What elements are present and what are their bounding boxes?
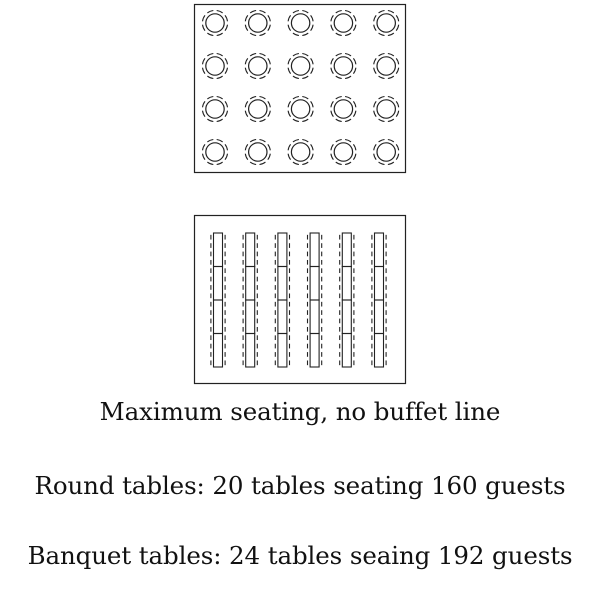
- chair: [245, 144, 247, 150]
- banquet-table-column: [308, 233, 322, 367]
- banquet-table-top: [375, 300, 384, 334]
- round-table: [374, 54, 399, 79]
- round-table: [331, 11, 356, 36]
- chair: [203, 68, 205, 74]
- chair: [388, 76, 394, 78]
- banquet-table-top: [375, 334, 384, 368]
- chair: [396, 154, 398, 160]
- round-table-top: [334, 143, 352, 161]
- banquet-table-top: [214, 233, 223, 267]
- chair: [379, 76, 385, 78]
- chair: [345, 54, 351, 56]
- chair: [293, 76, 299, 78]
- chair: [293, 97, 299, 99]
- chair: [353, 58, 355, 64]
- chair: [250, 76, 256, 78]
- round-table-top: [334, 14, 352, 32]
- chair: [388, 162, 394, 164]
- round-table-top: [334, 57, 352, 75]
- chair: [225, 15, 227, 21]
- round-table: [331, 54, 356, 79]
- chair: [245, 101, 247, 107]
- chair: [293, 33, 299, 35]
- banquet-table-room: [195, 216, 406, 384]
- chair: [225, 154, 227, 160]
- chair: [374, 144, 376, 150]
- chair: [288, 144, 290, 150]
- round-table: [245, 54, 270, 79]
- chair: [268, 25, 270, 31]
- chair: [245, 15, 247, 21]
- chair: [302, 162, 308, 164]
- round-table-top: [291, 143, 309, 161]
- chair: [396, 101, 398, 107]
- round-table: [288, 54, 313, 79]
- round-table-top: [291, 57, 309, 75]
- chair: [203, 15, 205, 21]
- banquet-table-top: [310, 300, 319, 334]
- chair: [345, 33, 351, 35]
- chair: [331, 15, 333, 21]
- banquet-room-outline: [195, 216, 406, 384]
- chair: [336, 33, 342, 35]
- banquet-table: [372, 233, 386, 267]
- chair: [293, 162, 299, 164]
- chair: [207, 33, 213, 35]
- banquet-table-top: [246, 300, 255, 334]
- chair: [353, 111, 355, 117]
- banquet-table-column: [243, 233, 257, 367]
- chair: [288, 68, 290, 74]
- chair: [250, 119, 256, 121]
- chair: [302, 11, 308, 13]
- round-table: [288, 11, 313, 36]
- banquet-table-top: [310, 233, 319, 267]
- banquet-table: [308, 334, 322, 368]
- chair: [203, 58, 205, 64]
- banquet-table: [243, 300, 257, 334]
- banquet-table-top: [214, 267, 223, 301]
- banquet-table: [275, 334, 289, 368]
- round-table: [245, 140, 270, 165]
- round-table: [374, 140, 399, 165]
- banquet-table-top: [342, 233, 351, 267]
- banquet-table: [211, 267, 225, 301]
- banquet-table: [211, 300, 225, 334]
- chair: [311, 68, 313, 74]
- chair: [336, 97, 342, 99]
- chair: [336, 140, 342, 142]
- chair: [345, 76, 351, 78]
- chair: [379, 140, 385, 142]
- chair: [245, 68, 247, 74]
- banquet-table: [340, 233, 354, 267]
- chair: [207, 162, 213, 164]
- round-table: [331, 140, 356, 165]
- chair: [217, 140, 223, 142]
- banquet-table-top: [278, 334, 287, 368]
- round-table-top: [206, 14, 224, 32]
- chair: [331, 111, 333, 117]
- chair: [353, 144, 355, 150]
- banquet-table-top: [375, 267, 384, 301]
- chair: [203, 101, 205, 107]
- chair: [374, 15, 376, 21]
- banquet-table-column: [372, 233, 386, 367]
- round-table: [288, 97, 313, 122]
- banquet-table: [372, 267, 386, 301]
- round-table-top: [377, 14, 395, 32]
- round-table: [374, 11, 399, 36]
- banquet-table: [243, 334, 257, 368]
- round-table-top: [249, 143, 267, 161]
- chair: [311, 15, 313, 21]
- banquet-table-top: [342, 334, 351, 368]
- chair: [353, 25, 355, 31]
- chair: [302, 54, 308, 56]
- chair: [207, 76, 213, 78]
- chair: [288, 25, 290, 31]
- chair: [374, 111, 376, 117]
- banquet-tables-caption: Banquet tables: 24 tables seaing 192 guests: [27, 541, 573, 570]
- chair: [217, 11, 223, 13]
- chair: [331, 68, 333, 74]
- chair: [396, 68, 398, 74]
- chair: [374, 25, 376, 31]
- chair: [259, 97, 265, 99]
- round-tables-group: [203, 11, 399, 165]
- chair: [268, 101, 270, 107]
- banquet-table: [243, 267, 257, 301]
- banquet-table-top: [375, 233, 384, 267]
- banquet-table: [275, 233, 289, 267]
- chair: [345, 162, 351, 164]
- chair: [203, 25, 205, 31]
- chair: [288, 111, 290, 117]
- chair: [225, 68, 227, 74]
- chair: [207, 11, 213, 13]
- round-table-top: [206, 57, 224, 75]
- banquet-table-top: [310, 334, 319, 368]
- round-table-room: [195, 5, 406, 173]
- chair: [379, 97, 385, 99]
- banquet-table-top: [278, 267, 287, 301]
- chair: [245, 111, 247, 117]
- chair: [259, 140, 265, 142]
- chair: [293, 54, 299, 56]
- chair: [268, 144, 270, 150]
- round-table-top: [291, 100, 309, 118]
- round-table-top: [377, 100, 395, 118]
- chair: [379, 162, 385, 164]
- round-table-top: [206, 143, 224, 161]
- chair: [396, 15, 398, 21]
- chair: [396, 144, 398, 150]
- chair: [225, 144, 227, 150]
- banquet-table: [308, 233, 322, 267]
- chair: [374, 68, 376, 74]
- chair: [331, 144, 333, 150]
- chair: [207, 97, 213, 99]
- chair: [345, 11, 351, 13]
- banquet-table: [340, 267, 354, 301]
- round-table-top: [206, 100, 224, 118]
- banquet-tables-group: [211, 233, 386, 367]
- chair: [311, 25, 313, 31]
- banquet-table-column: [340, 233, 354, 367]
- banquet-table: [372, 300, 386, 334]
- chair: [250, 97, 256, 99]
- round-table: [245, 11, 270, 36]
- chair: [250, 162, 256, 164]
- chair: [396, 25, 398, 31]
- chair: [245, 25, 247, 31]
- chair: [259, 33, 265, 35]
- chair: [374, 154, 376, 160]
- chair: [374, 101, 376, 107]
- chair: [388, 140, 394, 142]
- banquet-table: [275, 267, 289, 301]
- round-table: [203, 54, 228, 79]
- chair: [245, 154, 247, 160]
- chair: [250, 54, 256, 56]
- chair: [302, 33, 308, 35]
- banquet-table-top: [342, 267, 351, 301]
- chair: [336, 119, 342, 121]
- chair: [203, 111, 205, 117]
- round-table-top: [377, 57, 395, 75]
- chair: [388, 33, 394, 35]
- chair: [225, 101, 227, 107]
- banquet-table: [340, 300, 354, 334]
- chair: [336, 76, 342, 78]
- chair: [336, 162, 342, 164]
- banquet-table: [372, 334, 386, 368]
- chair: [379, 119, 385, 121]
- chair: [288, 101, 290, 107]
- chair: [250, 33, 256, 35]
- round-table: [203, 140, 228, 165]
- round-table: [331, 97, 356, 122]
- chair: [311, 144, 313, 150]
- banquet-table-top: [246, 334, 255, 368]
- chair: [217, 119, 223, 121]
- chair: [311, 111, 313, 117]
- banquet-table-top: [278, 300, 287, 334]
- banquet-table: [211, 233, 225, 267]
- banquet-table-top: [246, 267, 255, 301]
- chair: [203, 154, 205, 160]
- chair: [225, 111, 227, 117]
- chair: [259, 119, 265, 121]
- chair: [336, 54, 342, 56]
- banquet-table: [275, 300, 289, 334]
- chair: [353, 68, 355, 74]
- round-tables-caption: Round tables: 20 tables seating 160 guests: [34, 471, 566, 500]
- banquet-table-top: [214, 300, 223, 334]
- chair: [302, 119, 308, 121]
- chair: [268, 68, 270, 74]
- banquet-table: [340, 334, 354, 368]
- chair: [311, 154, 313, 160]
- chair: [374, 58, 376, 64]
- chair: [353, 154, 355, 160]
- round-table: [374, 97, 399, 122]
- round-table-top: [334, 100, 352, 118]
- layout-title: Maximum seating, no buffet line: [99, 397, 501, 426]
- round-table-top: [291, 14, 309, 32]
- chair: [203, 144, 205, 150]
- chair: [225, 58, 227, 64]
- chair: [259, 76, 265, 78]
- chair: [331, 101, 333, 107]
- round-table: [203, 11, 228, 36]
- chair: [353, 101, 355, 107]
- chair: [331, 58, 333, 64]
- chair: [379, 33, 385, 35]
- chair: [217, 54, 223, 56]
- chair: [268, 15, 270, 21]
- chair: [336, 11, 342, 13]
- chair: [268, 154, 270, 160]
- chair: [293, 11, 299, 13]
- chair: [388, 97, 394, 99]
- chair: [302, 76, 308, 78]
- chair: [217, 33, 223, 35]
- round-table-top: [249, 100, 267, 118]
- round-table-top: [377, 143, 395, 161]
- banquet-table-top: [342, 300, 351, 334]
- banquet-table-top: [246, 233, 255, 267]
- chair: [345, 119, 351, 121]
- chair: [207, 119, 213, 121]
- chair: [293, 140, 299, 142]
- chair: [250, 140, 256, 142]
- banquet-table-top: [214, 334, 223, 368]
- round-table-top: [249, 57, 267, 75]
- round-table-top: [249, 14, 267, 32]
- chair: [288, 154, 290, 160]
- chair: [388, 11, 394, 13]
- banquet-table-top: [278, 233, 287, 267]
- banquet-table: [243, 233, 257, 267]
- chair: [388, 119, 394, 121]
- banquet-table: [308, 267, 322, 301]
- chair: [388, 54, 394, 56]
- banquet-table-column: [275, 233, 289, 367]
- chair: [311, 101, 313, 107]
- chair: [379, 11, 385, 13]
- chair: [268, 111, 270, 117]
- chair: [353, 15, 355, 21]
- chair: [331, 154, 333, 160]
- chair: [207, 140, 213, 142]
- chair: [268, 58, 270, 64]
- chair: [302, 97, 308, 99]
- chair: [259, 11, 265, 13]
- chair: [345, 97, 351, 99]
- chair: [259, 162, 265, 164]
- chair: [245, 58, 247, 64]
- banquet-table: [211, 334, 225, 368]
- round-table: [288, 140, 313, 165]
- chair: [396, 58, 398, 64]
- round-table: [245, 97, 270, 122]
- chair: [293, 119, 299, 121]
- chair: [207, 54, 213, 56]
- chair: [331, 25, 333, 31]
- banquet-table: [308, 300, 322, 334]
- chair: [217, 162, 223, 164]
- banquet-table-column: [211, 233, 225, 367]
- chair: [250, 11, 256, 13]
- chair: [217, 76, 223, 78]
- chair: [288, 15, 290, 21]
- chair: [288, 58, 290, 64]
- chair: [379, 54, 385, 56]
- chair: [345, 140, 351, 142]
- round-table: [203, 97, 228, 122]
- banquet-table-top: [310, 267, 319, 301]
- chair: [396, 111, 398, 117]
- chair: [302, 140, 308, 142]
- chair: [259, 54, 265, 56]
- chair: [217, 97, 223, 99]
- chair: [311, 58, 313, 64]
- chair: [225, 25, 227, 31]
